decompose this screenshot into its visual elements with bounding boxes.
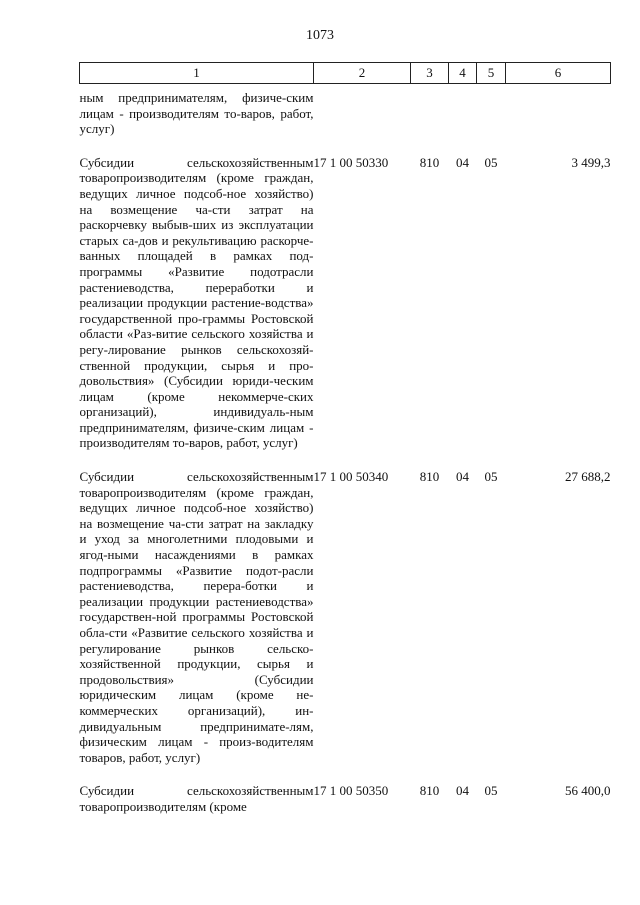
page-number: 1073 — [306, 28, 334, 43]
column-header-4: 4 — [449, 63, 477, 84]
row-description: Субсидии сельскохозяйственным товаропроизводителям (кроме граждан, ведущих личное подсоб-ное хозяйство) на возмещение ча-сти затрат на раскорчевку выбыв-ших из эксплуатации старых са-дов и рекультивацию раскорче-ванных площадей в рамках под-программы «Развитие подотрасли растениеводства, переработки и реализации продукции растение-водства» государственной про-граммы Ростовской области «Раз-витие сельского хозяйства и регу-лирование рынков сельскохозяй-ственной продукции, сырья и про-довольствия» (Субсидии юриди-ческим лицам (кроме некоммерче-ских организаций), индивидуаль-ным предпринимателям, физиче-ским лицам - производителям то-варов, работ, услуг) — [79, 154, 314, 451]
row-amount: 56 400,0 — [565, 783, 611, 799]
table-row — [80, 155, 611, 469]
row-target-code — [314, 84, 411, 155]
row-description: Субсидии сельскохозяйственным товаропроизводителям (кроме — [79, 783, 314, 814]
budget-table — [79, 62, 611, 815]
row-expense-type: 810 — [419, 154, 440, 170]
column-header-row — [80, 63, 611, 84]
row-section: 04 — [456, 783, 469, 799]
table-row — [80, 783, 611, 814]
row-subsection: 05 — [484, 154, 498, 170]
row-amount: 27 688,2 — [565, 469, 611, 485]
row-expense-type — [411, 84, 449, 155]
column-header-1: 1 — [80, 63, 314, 84]
column-header-6: 6 — [506, 63, 611, 84]
row-subsection: 05 — [484, 469, 498, 485]
row-amount — [506, 84, 611, 155]
row-expense-type: 810 — [419, 469, 440, 485]
row-target-code: 17 1 00 50350 — [313, 783, 389, 799]
row-section — [449, 84, 477, 155]
row-subsection — [477, 84, 506, 155]
table-row — [80, 469, 611, 783]
row-amount: 3 499,3 — [571, 154, 611, 170]
row-section: 04 — [456, 154, 469, 170]
row-target-code: 17 1 00 50330 — [313, 154, 389, 170]
row-description: Субсидии сельскохозяйственным товаропроизводителям (кроме граждан, ведущих личное подсоб-ное хозяйство) на возмещение ча-сти затрат на закладку и уход за многолетними плодовыми и ягод-ными насаждениями в рамках подпрограммы «Развитие подот-расли растениеводства, перера-ботки и реализации продукции растениеводства» государствен-ной программы Ростовской обла-сти «Развитие сельского хозяйства и регулирование рынков сельско-хозяйственной продукции, сырья и продовольствия» (Субсидии юридическим лицам (кроме не-коммерческих организаций), ин-дивидуальным предпринимате-лям, физическим лицам - произ-водителям товаров, работ, услуг) — [79, 469, 314, 765]
row-subsection: 05 — [484, 783, 498, 799]
column-header-5: 5 — [477, 63, 506, 84]
column-header-2: 2 — [314, 63, 411, 84]
row-target-code: 17 1 00 50340 — [313, 469, 389, 485]
table-row — [80, 84, 611, 155]
row-section: 04 — [456, 469, 469, 485]
row-expense-type: 810 — [419, 783, 440, 799]
column-header-3: 3 — [411, 63, 449, 84]
row-description: ным предпринимателям, физиче-ским лицам - производителям то-варов, работ, услуг) — [79, 90, 314, 137]
